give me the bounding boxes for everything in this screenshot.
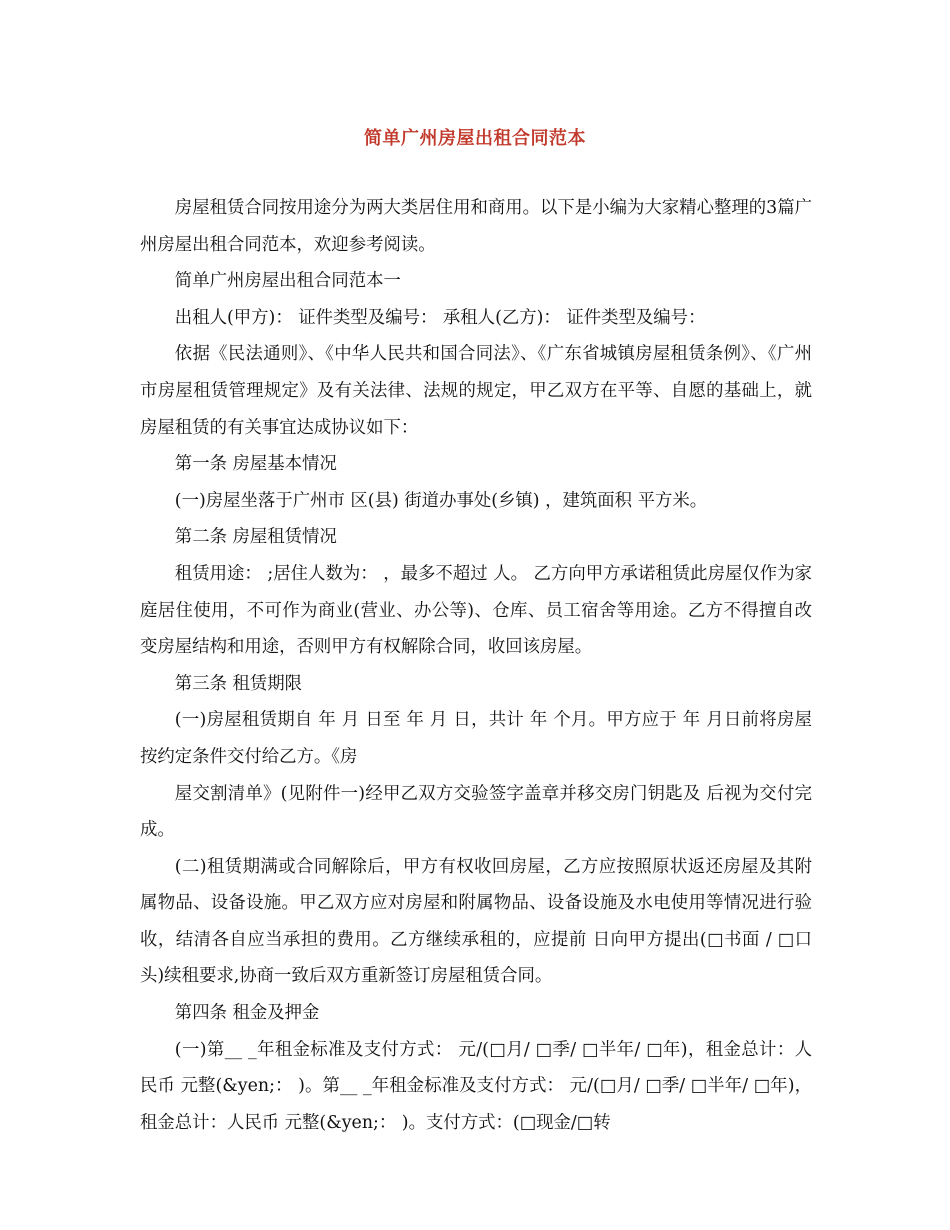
- article-four-clause-1: (一)第__ _年租金标准及支付方式： 元/(□月/ □季/ □半年/ □年)，租金总计：人民币 元整(&yen;： )。第__ _年租金标准及支付方式： 元/(□月/ □季/ □半年/ □年)，租金总计：人民币 元整(&yen;： )。支付方式：(□现金/□转: [140, 1039, 812, 1133]
- parties-line: 出租人(甲方)： 证件类型及编号： 承租人(乙方)： 证件类型及编号：: [174, 307, 706, 328]
- legal-basis-paragraph: 依据《民法通则》、《中华人民共和国合同法》、《广东省城镇房屋租赁条例》、《广州市房屋租赁管理规定》及有关法律、法规的规定，甲乙双方在平等、自愿的基础上，就房屋租赁的有关事宜达成协议如下：: [140, 344, 812, 438]
- article-two-heading: 第二条 房屋租赁情况: [174, 527, 337, 548]
- article-one-heading: 第一条 房屋基本情况: [174, 454, 337, 475]
- intro-paragraph: 房屋租赁合同按用途分为两大类居住用和商用。以下是小编为大家精心整理的3篇广州房屋出租合同范本，欢迎参考阅读。: [140, 198, 812, 255]
- section-heading-sample-one: 简单广州房屋出租合同范本一: [174, 271, 401, 292]
- article-three-clause-1: (一)房屋租赁期自 年 月 日至 年 月 日，共计 年 个月。甲方应于 年 月日前将房屋按约定条件交付给乙方。《房: [140, 710, 812, 767]
- article-four-heading: 第四条 租金及押金: [174, 1003, 320, 1024]
- article-three-clause-2: (二)租赁期满或合同解除后，甲方有权收回房屋，乙方应按照原状返还房屋及其附属物品、设备设施。甲乙双方应对房屋和附属物品、设备设施及水电使用等情况进行验收，结清各自应当承担的费用。乙方继续承租的，应提前 日向甲方提出(□书面 / □口头)续租要求,协商一致后双方重新签订房屋租赁合同。: [140, 856, 812, 987]
- article-one-clause-1: (一)房屋坐落于广州市 区(县) 街道办事处(乡镇) ，建筑面积 平方米。: [174, 490, 708, 511]
- document-body: [140, 190, 812, 1141]
- document-title: 简单广州房屋出租合同范本: [364, 128, 586, 149]
- article-three-clause-1-continued: 屋交割清单》(见附件一)经甲乙双方交验签字盖章并移交房门钥匙及 后视为交付完成。: [140, 783, 812, 841]
- article-three-heading: 第三条 租赁期限: [174, 673, 303, 694]
- article-two-clause: 租赁用途： ;居住人数为： ，最多不超过 人。 乙方向甲方承诺租赁此房屋仅作为家庭居住使用，不可作为商业(营业、办公等)、仓库、员工宿舍等用途。乙方不得擅自改变房屋结构和用途，否则甲方有权解除合同，收回该房屋。: [140, 563, 812, 658]
